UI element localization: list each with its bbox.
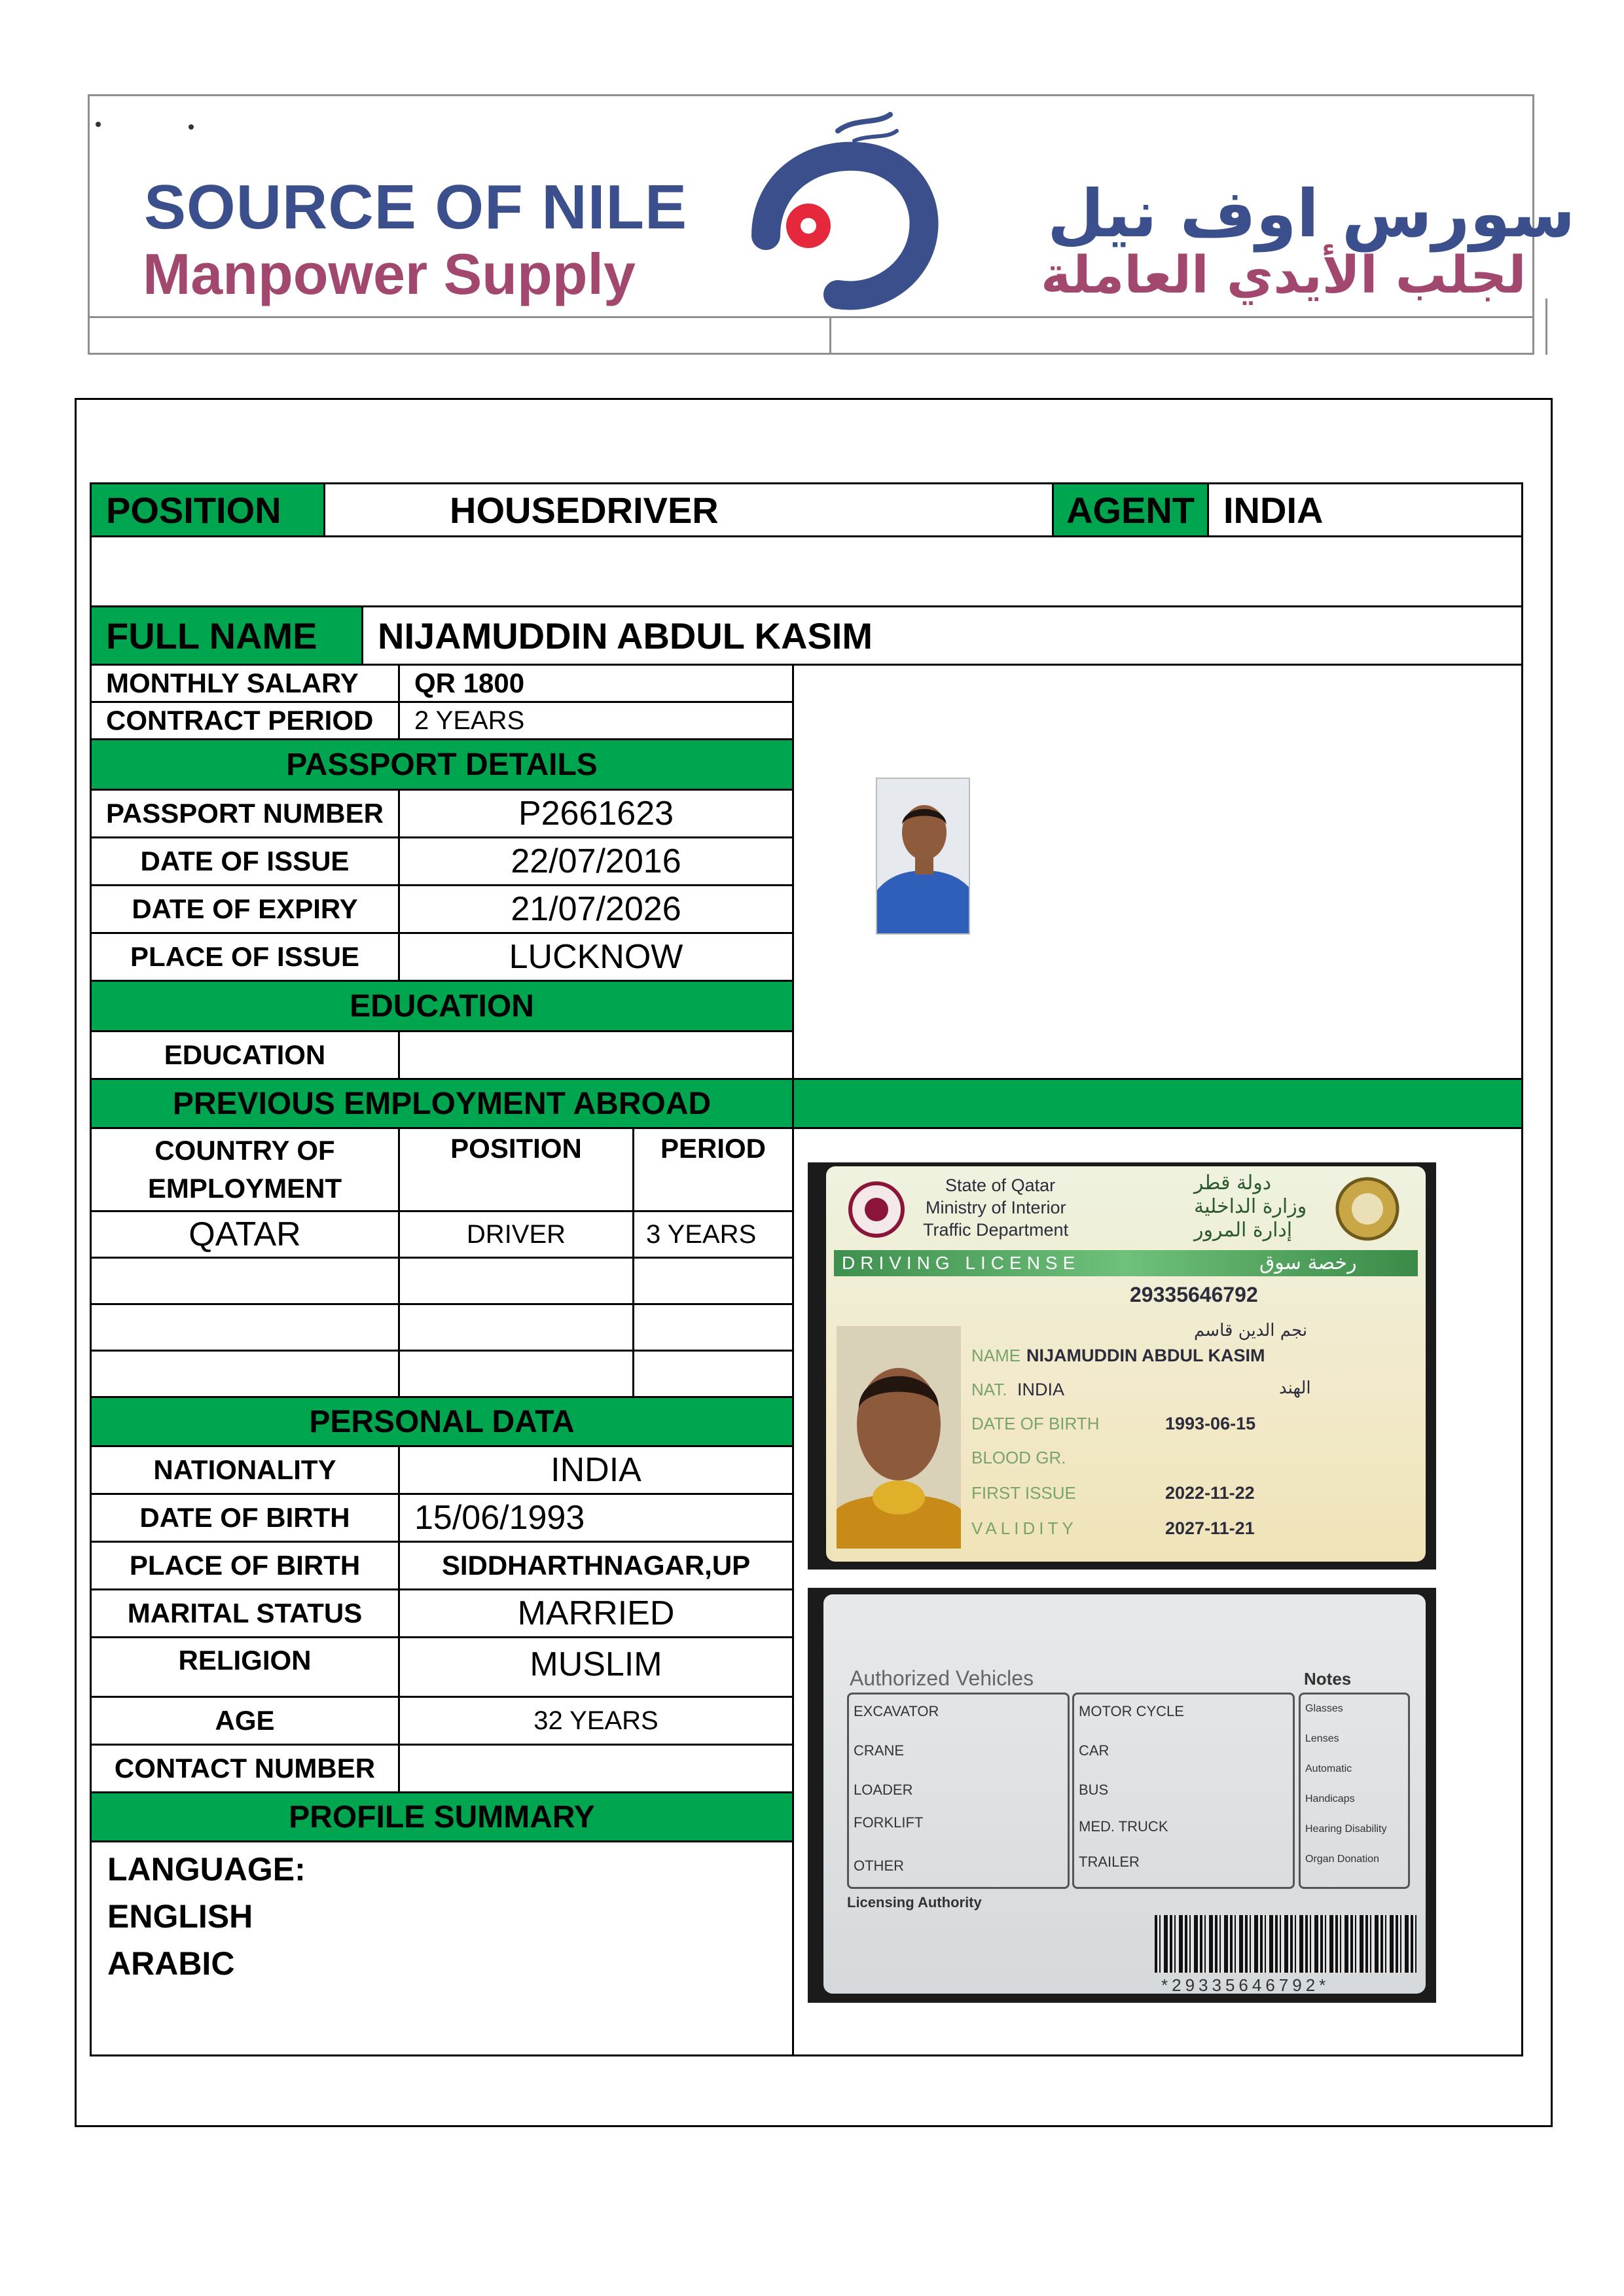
company-logo-icon — [740, 105, 956, 321]
license-first-issue: 2022-11-22 — [1165, 1483, 1255, 1503]
qatar-emblem-icon — [847, 1177, 906, 1242]
age-label: AGE — [90, 1696, 400, 1746]
language-item: ENGLISH — [107, 1898, 253, 1935]
vehicle-other: OTHER — [854, 1857, 904, 1874]
place-of-birth-value: SIDDHARTHNAGAR,UP — [398, 1541, 794, 1590]
col-period: PERIOD — [632, 1127, 794, 1212]
date-of-birth-value: 15/06/1993 — [398, 1493, 794, 1543]
contact-number-value — [398, 1744, 794, 1793]
agent-value: INDIA — [1207, 482, 1523, 537]
full-name-label: FULL NAME — [90, 605, 363, 666]
license-state-ar: دولة قطر — [1194, 1172, 1272, 1194]
company-name-ar: سورس اوف نيل — [1047, 175, 1576, 252]
note-glasses: Glasses — [1305, 1703, 1343, 1714]
previous-employment-header: PREVIOUS EMPLOYMENT ABROAD — [90, 1078, 794, 1129]
agent-label: AGENT — [1052, 482, 1209, 537]
license-id-number: 29335646792 — [1130, 1283, 1258, 1306]
employment-period: 3 YEARS — [632, 1210, 794, 1259]
license-title: DRIVING LICENSE — [842, 1253, 1081, 1273]
scan-dot — [96, 122, 101, 127]
license-authorized-vehicles: Authorized Vehicles — [850, 1666, 1034, 1690]
license-name-ar: نجم الدين قاسم — [1194, 1321, 1308, 1340]
photo-area-band — [792, 1078, 1523, 1129]
strip-edge — [1545, 298, 1547, 355]
place-of-birth-label: PLACE OF BIRTH — [90, 1541, 400, 1590]
company-tagline-en: Manpower Supply — [143, 242, 636, 306]
barcode-number: *29335646792* — [1161, 1975, 1330, 1995]
note-organ-donation: Organ Donation — [1305, 1854, 1379, 1865]
driving-license-front-photo — [808, 1162, 1436, 1570]
col-country-of-employment: COUNTRY OF EMPLOYMENT — [90, 1127, 400, 1212]
person-portrait-icon — [877, 779, 970, 935]
employment-empty-cell — [90, 1350, 400, 1398]
place-of-issue-label: PLACE OF ISSUE — [90, 932, 400, 982]
profile-summary-text — [107, 1846, 306, 1987]
nationality-value: INDIA — [398, 1445, 794, 1495]
language-item: ARABIC — [107, 1945, 235, 1982]
barcode-icon — [1155, 1915, 1416, 1973]
col-position: POSITION — [398, 1127, 634, 1212]
vehicle-med-truck: MED. TRUCK — [1079, 1818, 1168, 1835]
date-of-issue-label: DATE OF ISSUE — [90, 836, 400, 886]
full-name-value: NIJAMUDDIN ABDUL KASIM — [361, 605, 1523, 666]
license-state: State of Qatar — [945, 1175, 1056, 1195]
monthly-salary-value: QR 1800 — [398, 664, 794, 703]
vehicle-bus: BUS — [1079, 1782, 1109, 1798]
education-label: EDUCATION — [90, 1030, 400, 1080]
license-name: NIJAMUDDIN ABDUL KASIM — [1026, 1346, 1265, 1365]
license-nat-label: NAT. — [971, 1380, 1007, 1399]
license-nat-ar: الهند — [1279, 1378, 1311, 1398]
vehicle-excavator: EXCAVATOR — [854, 1703, 939, 1719]
passport-number-label: PASSPORT NUMBER — [90, 789, 400, 838]
passport-details-header: PASSPORT DETAILS — [90, 738, 794, 791]
note-handicaps: Handicaps — [1305, 1793, 1355, 1804]
license-notes: Notes — [1304, 1669, 1352, 1689]
license-blood-label: BLOOD GR. — [971, 1448, 1066, 1467]
age-value: 32 YEARS — [398, 1696, 794, 1746]
date-of-expiry-label: DATE OF EXPIRY — [90, 884, 400, 934]
vehicle-loader: LOADER — [854, 1782, 913, 1798]
date-of-expiry-value: 21/07/2026 — [398, 884, 794, 934]
license-holder-photo-icon — [837, 1326, 961, 1549]
licensing-authority: Licensing Authority — [847, 1894, 982, 1910]
nationality-label: NATIONALITY — [90, 1445, 400, 1495]
employment-empty-cell — [90, 1257, 400, 1305]
date-of-issue-value: 22/07/2016 — [398, 836, 794, 886]
company-name-en: SOURCE OF NILE — [144, 172, 688, 242]
employment-empty-cell — [398, 1303, 634, 1352]
license-ministry: Ministry of Interior — [926, 1198, 1066, 1217]
note-lenses: Lenses — [1305, 1733, 1339, 1744]
employment-empty-cell — [632, 1257, 794, 1305]
religion-value: MUSLIM — [398, 1636, 794, 1698]
employment-empty-cell — [632, 1350, 794, 1398]
license-name-label: NAME — [971, 1346, 1021, 1365]
license-first-issue-label: FIRST ISSUE — [971, 1483, 1076, 1503]
license-dob-label: DATE OF BIRTH — [971, 1414, 1100, 1433]
personal-data-header: PERSONAL DATA — [90, 1396, 794, 1447]
license-dept-ar: إدارة المرور — [1194, 1219, 1293, 1242]
education-header: EDUCATION — [90, 980, 794, 1032]
license-validity: 2027-11-21 — [1165, 1518, 1255, 1538]
employment-empty-cell — [632, 1303, 794, 1352]
contract-period-label: CONTRACT PERIOD — [90, 701, 400, 740]
language-label: LANGUAGE: — [107, 1851, 306, 1888]
vehicle-car: CAR — [1079, 1742, 1110, 1759]
note-hearing: Hearing Disability — [1305, 1823, 1387, 1835]
monthly-salary-label: MONTHLY SALARY — [90, 664, 400, 703]
license-nat: INDIA — [1017, 1380, 1065, 1399]
date-of-birth-label: DATE OF BIRTH — [90, 1493, 400, 1543]
vehicle-forklift: FORKLIFT — [854, 1814, 924, 1831]
contract-period-value: 2 YEARS — [398, 701, 794, 740]
driving-license-back-photo — [808, 1588, 1436, 2003]
license-dob: 1993-06-15 — [1165, 1414, 1256, 1433]
license-ministry-ar: وزارة الداخلية — [1194, 1195, 1307, 1218]
vehicle-trailer: TRAILER — [1079, 1854, 1140, 1870]
employment-position: DRIVER — [398, 1210, 634, 1259]
employment-empty-cell — [398, 1257, 634, 1305]
place-of-issue-value: LUCKNOW — [398, 932, 794, 982]
contact-number-label: CONTACT NUMBER — [90, 1744, 400, 1793]
position-label: POSITION — [90, 482, 325, 537]
employment-country: QATAR — [90, 1210, 400, 1259]
moi-emblem-icon — [1331, 1173, 1403, 1245]
license-dept: Traffic Department — [923, 1220, 1069, 1240]
strip-divider — [829, 318, 831, 353]
passport-number-value: P2661623 — [398, 789, 794, 838]
note-automatic: Automatic — [1305, 1763, 1352, 1774]
position-value: HOUSEDRIVER — [323, 482, 1054, 537]
license-validity-label: VALIDITY — [971, 1518, 1077, 1538]
marital-status-value: MARRIED — [398, 1588, 794, 1638]
education-value — [398, 1030, 794, 1080]
company-tagline-ar: لجلب الأيدي العاملة — [1041, 246, 1526, 305]
vehicle-motor-cycle: MOTOR CYCLE — [1079, 1703, 1184, 1719]
vehicle-crane: CRANE — [854, 1742, 905, 1759]
spacer-row — [90, 535, 1523, 607]
passport-photo — [876, 778, 970, 935]
scan-dot — [189, 124, 194, 130]
employment-empty-cell — [90, 1303, 400, 1352]
religion-label: RELIGION — [90, 1636, 400, 1698]
marital-status-label: MARITAL STATUS — [90, 1588, 400, 1638]
license-title-ar: رخصة سوق — [1259, 1251, 1357, 1274]
profile-summary-header: PROFILE SUMMARY — [90, 1791, 794, 1842]
employment-empty-cell — [398, 1350, 634, 1398]
letterhead-strip — [88, 318, 1534, 355]
